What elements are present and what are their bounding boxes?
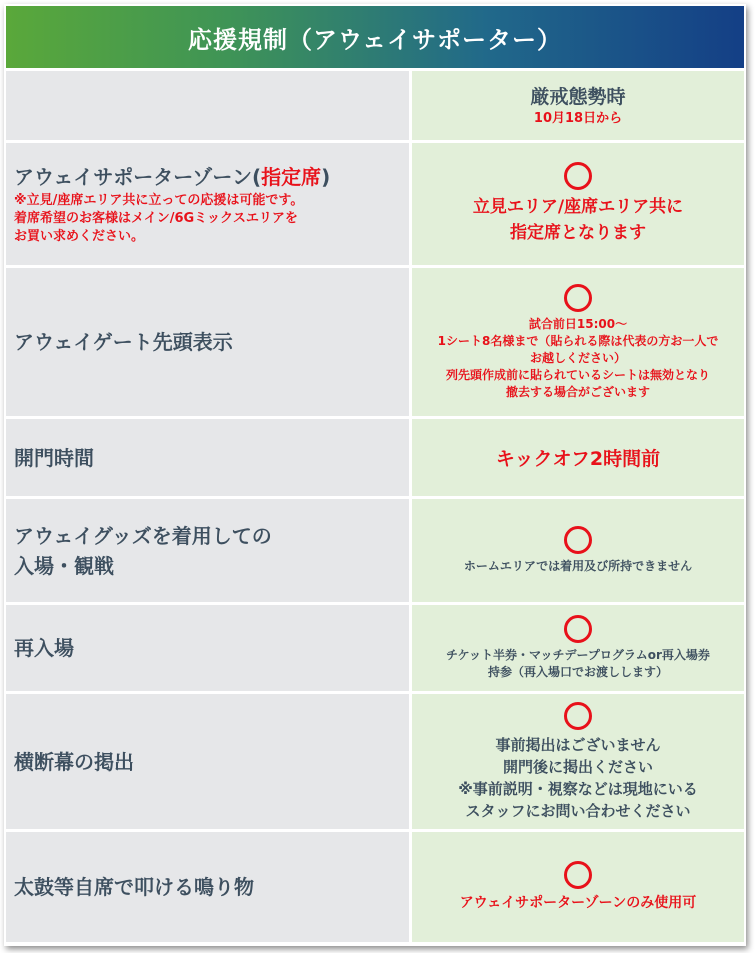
row-note: 着席希望のお客様はメイン/6Gミックスエリアを <box>14 211 298 226</box>
table-row <box>6 694 744 829</box>
table-row <box>6 268 744 416</box>
row-label: アウェイグッズを着用しての <box>14 523 272 548</box>
row-value-cell <box>412 419 744 496</box>
row-label-paren-open: ( <box>252 165 262 189</box>
row-value-text: お越しください） <box>529 350 626 365</box>
row-value-cell <box>412 605 744 691</box>
circle-mark-icon <box>564 162 592 190</box>
row-label: 太鼓等自席で叩ける鳴り物 <box>14 875 254 899</box>
row-label: 入場・観戦 <box>14 553 114 578</box>
row-label-cell <box>6 419 409 496</box>
empty-header-cell <box>6 71 409 140</box>
row-label-cell <box>6 694 409 829</box>
row-label: 開門時間 <box>14 445 94 470</box>
row-value-text: 開門後に掲出ください <box>502 757 653 776</box>
column-header-cell <box>412 71 744 140</box>
row-value-text: 1シート8名様まで（貼られる際は代表の方お一人で <box>437 333 719 348</box>
row-value-text: 事前掲出はございません <box>495 735 661 754</box>
table-row <box>6 605 744 691</box>
row-label: アウェイゲート先頭表示 <box>14 330 233 354</box>
row-value-cell <box>412 143 744 265</box>
row-label: 再入場 <box>14 636 74 660</box>
row-value-text: ホームエリアでは着用及び所持できません <box>463 559 693 573</box>
row-value-text: 撤去する場合がございます <box>505 384 650 399</box>
row-value-cell <box>412 268 744 416</box>
row-note: ※立見/座席エリア共に立っての応援は可能です。 <box>14 193 304 208</box>
row-value-text: 試合前日15:00〜 <box>528 316 628 331</box>
circle-mark-icon <box>564 615 592 643</box>
row-label-cell <box>6 143 409 265</box>
row-label: 横断幕の掲出 <box>14 749 134 774</box>
row-label-paren-close: ) <box>321 165 331 189</box>
row-label <box>14 162 409 192</box>
row-label-cell <box>6 499 409 602</box>
row-value-text: チケット半券・マッチデープログラムor再入場券 <box>446 648 710 662</box>
circle-mark-icon <box>564 861 592 889</box>
circle-mark-icon <box>564 284 592 312</box>
row-label-emphasis: 指定席 <box>261 165 322 189</box>
row-value-text: 指定席となります <box>510 223 646 243</box>
row-value-text: 立見エリア/座席エリア共に <box>472 197 684 217</box>
table-row <box>6 143 744 265</box>
row-value-text: 列先頭作成前に貼られているシートは無効となり <box>445 367 710 382</box>
row-value-text: キックオフ2時間前 <box>495 448 661 470</box>
row-label-cell <box>6 832 409 942</box>
column-date: 10月18日から <box>533 110 623 126</box>
table-row <box>6 419 744 496</box>
row-label-cell <box>6 605 409 691</box>
row-value-text: 持参（再入場口でお渡しします） <box>487 665 668 679</box>
regulation-table <box>4 4 746 946</box>
row-label-text: アウェイサポーターゾーン <box>14 165 252 189</box>
table-row <box>6 832 744 942</box>
table-row <box>6 499 744 602</box>
circle-mark-icon <box>564 702 592 730</box>
row-value-text: アウェイサポーターゾーンのみ使用可 <box>459 895 697 911</box>
page-title: 応援規制（アウェイサポーター） <box>6 6 744 68</box>
column-header-row <box>6 71 744 140</box>
row-value-cell <box>412 694 744 829</box>
row-label-cell <box>6 268 409 416</box>
column-title: 厳戒態勢時 <box>530 85 626 108</box>
row-value-cell <box>412 832 744 942</box>
row-value-text: スタッフにお問い合わせください <box>465 801 691 820</box>
row-note: お買い求めください。 <box>14 229 145 244</box>
row-value-text: ※事前説明・視察などは現地にいる <box>458 779 698 798</box>
circle-mark-icon <box>564 526 592 554</box>
row-value-cell <box>412 499 744 602</box>
